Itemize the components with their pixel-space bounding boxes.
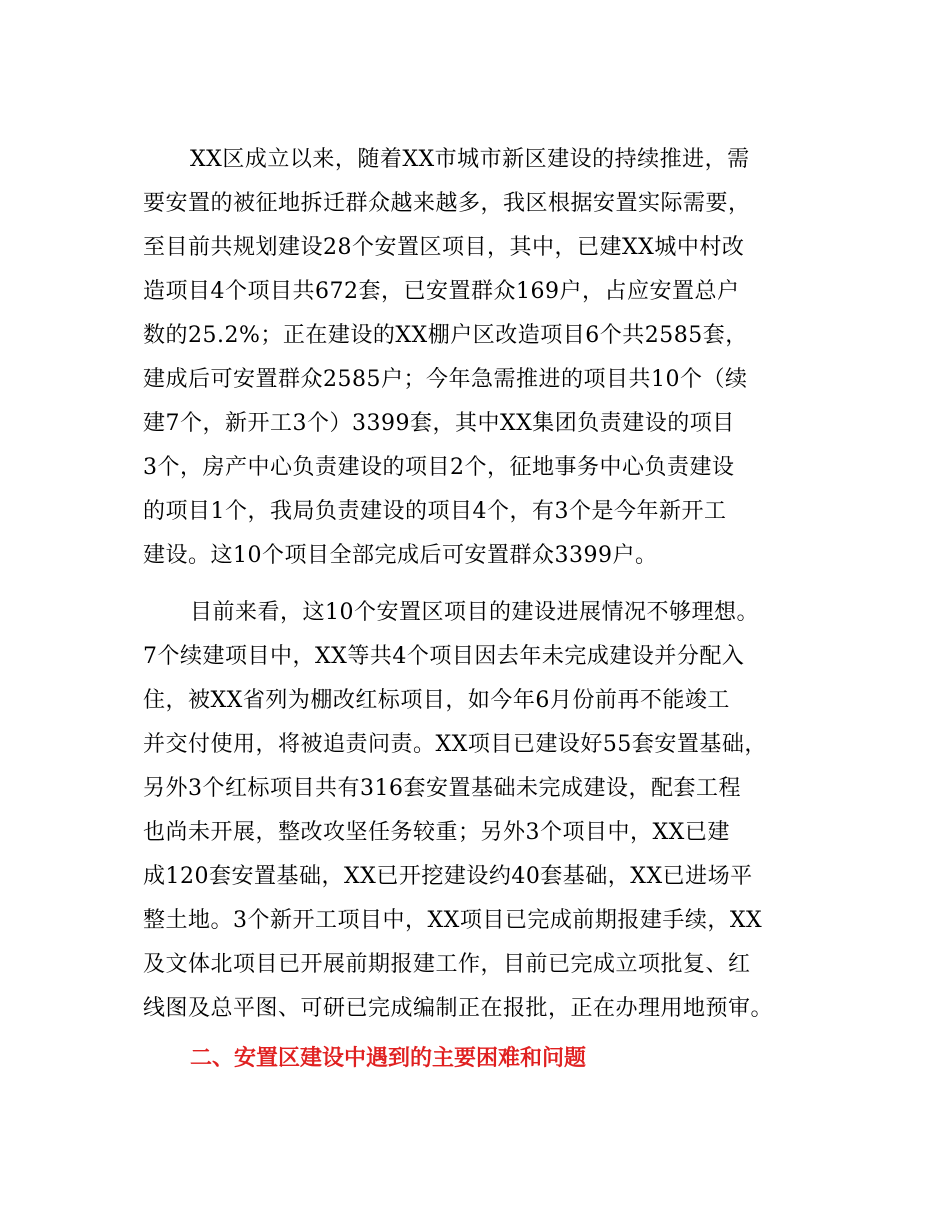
paragraph-line: 建成后可安置群众2585户；今年急需推进的项目共10个（续 xyxy=(143,367,748,392)
paragraph-line: 数的25.2%；正在建设的XX棚户区改造项目6个共2585套， xyxy=(143,323,748,348)
paragraph-line: 至目前共规划建设28个安置区项目，其中，已建XX城中村改 xyxy=(143,235,745,260)
paragraph-line: 7个续建项目中，XX等共4个项目因去年未完成建设并分配入 xyxy=(143,644,745,669)
paragraph-line: 3个，房产中心负责建设的项目2个，征地事务中心负责建设 xyxy=(143,455,735,480)
paragraph-line: 及文体北项目已开展前期报建工作，目前已完成立项批复、红 xyxy=(143,952,751,977)
paragraph-line: 整土地。3个新开工项目中，XX项目已完成前期报建手续，XX xyxy=(143,908,763,933)
paragraph-line: 建7个，新开工3个）3399套，其中XX集团负责建设的项目 xyxy=(143,411,735,436)
paragraph-line: 另外3个红标项目共有316套安置基础未完成建设，配套工程 xyxy=(143,776,741,801)
paragraph-line: 线图及总平图、可研已完成编制正在报批，正在办理用地预审。 xyxy=(143,996,774,1021)
paragraph-line: 住，被XX省列为棚改红标项目，如今年6月份前再不能竣工 xyxy=(143,688,730,713)
paragraph-line: XX区成立以来，随着XX市城市新区建设的持续推进，需 xyxy=(190,147,750,172)
paragraph-line: 建设。这10个项目全部完成后可安置群众3399户。 xyxy=(143,543,658,568)
paragraph-line: 造项目4个项目共672套，已安置群众169户，占应安置总户 xyxy=(143,279,740,304)
paragraph-line: 也尚未开展，整改攻坚任务较重；另外3个项目中，XX已建 xyxy=(143,820,730,845)
section-heading: 二、安置区建设中遇到的主要困难和问题 xyxy=(190,1046,587,1071)
paragraph-line: 要安置的被征地拆迁群众越来越多，我区根据安置实际需要， xyxy=(143,191,751,216)
paragraph-line: 并交付使用，将被追责问责。XX项目已建设好55套安置基础， xyxy=(143,732,767,757)
paragraph-line: 目前来看，这10个安置区项目的建设进展情况不够理想。 xyxy=(190,600,759,625)
paragraph-line: 的项目1个，我局负责建设的项目4个，有3个是今年新开工 xyxy=(143,499,727,524)
paragraph-line: 成120套安置基础，XX已开挖建设约40套基础，XX已进场平 xyxy=(143,864,753,889)
